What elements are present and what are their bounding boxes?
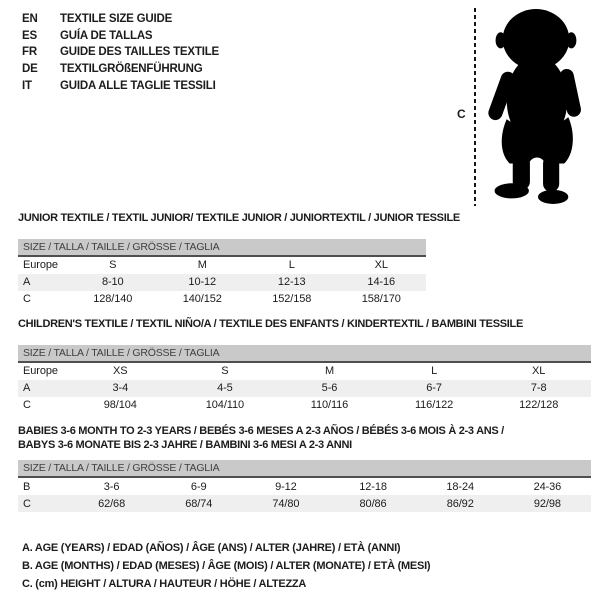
- section-title: CHILDREN'S TEXTILE / TEXTIL NIÑO/A / TEXTILE DES ENFANTS / KINDERTEXTIL / BAMBINI TESSILE: [18, 318, 523, 330]
- height-measure-label: C: [457, 107, 466, 121]
- language-row: [22, 44, 219, 61]
- value-cell: 122/128: [519, 399, 559, 411]
- size-table: [18, 363, 591, 414]
- language-row: [22, 61, 219, 78]
- footnotes: [22, 539, 430, 593]
- language-row: [22, 77, 219, 94]
- value-cell: 5-6: [321, 382, 338, 394]
- value-cell: M: [324, 365, 335, 377]
- value-cell: 158/170: [361, 293, 401, 305]
- height-dashed-line: [474, 8, 476, 206]
- value-cell: 6-9: [190, 480, 207, 493]
- table-row: [18, 495, 591, 512]
- row-label-cell: A: [23, 382, 31, 394]
- row-label-cell: C: [23, 399, 31, 411]
- language-label: TEXTILGRÖßENFÜHRUNG: [60, 63, 203, 76]
- junior-textile-section: [18, 212, 460, 308]
- value-cell: 128/140: [93, 293, 133, 305]
- value-cell: M: [197, 259, 207, 271]
- value-cell: L: [431, 365, 438, 377]
- baby-ear-right: [566, 32, 576, 48]
- value-cell: 116/122: [414, 399, 454, 411]
- value-cell: 8-10: [101, 276, 124, 288]
- size-table: [18, 478, 591, 512]
- value-cell: 80/86: [359, 497, 387, 510]
- table-row: [18, 397, 591, 414]
- value-cell: S: [109, 259, 117, 271]
- language-code: ES: [22, 29, 37, 42]
- language-label: GUIDA ALLE TAGLIE TESSILI: [60, 79, 216, 92]
- size-header-bar: SIZE / TALLA / TAILLE / GRÖSSE / TAGLIA: [18, 345, 591, 363]
- language-code: FR: [22, 46, 37, 59]
- table-row: [18, 478, 591, 495]
- footnote-line: A. AGE (YEARS) / EDAD (AÑOS) / ÂGE (ANS) / ALTER (JAHRE) / ETÀ (ANNI): [22, 542, 401, 554]
- table-row: [18, 363, 591, 380]
- section-title: JUNIOR TEXTILE / TEXTIL JUNIOR/ TEXTILE JUNIOR / JUNIORTEXTIL / JUNIOR TESSILE: [18, 212, 460, 224]
- value-cell: 62/68: [98, 497, 126, 510]
- value-cell: 3-6: [103, 480, 120, 493]
- row-label-cell: B: [23, 480, 31, 493]
- childrens-textile-section: [18, 318, 591, 414]
- footnote-line: B. AGE (MONTHS) / EDAD (MESES) / ÂGE (MOIS) / ALTER (MONATE) / ETÀ (MESI): [22, 560, 431, 572]
- size-header-bar: SIZE / TALLA / TAILLE / GRÖSSE / TAGLIA: [18, 460, 591, 478]
- value-cell: 140/152: [182, 293, 222, 305]
- value-cell: L: [288, 259, 295, 271]
- value-cell: XL: [532, 365, 546, 377]
- baby-foot-left: [495, 183, 529, 198]
- footnote-line: C. (cm) HEIGHT / ALTURA / HAUTEUR / HÖHE / ALTEZZA: [22, 578, 307, 590]
- value-cell: 7-8: [530, 382, 547, 394]
- baby-leg-right: [543, 155, 559, 191]
- language-row: [22, 11, 219, 28]
- value-cell: S: [221, 365, 229, 377]
- value-cell: XL: [374, 259, 388, 271]
- language-label: TEXTILE SIZE GUIDE: [60, 13, 173, 26]
- value-cell: 98/104: [103, 399, 137, 411]
- value-cell: 14-16: [367, 276, 396, 288]
- value-cell: 86/92: [446, 497, 474, 510]
- table-row: [18, 274, 426, 291]
- row-label-cell: C: [23, 497, 31, 510]
- size-table: [18, 257, 426, 308]
- table-row: [18, 291, 426, 308]
- value-cell: 4-5: [217, 382, 233, 394]
- language-row: [22, 28, 219, 45]
- language-label: GUIDE DES TAILLES TEXTILE: [60, 46, 219, 59]
- value-cell: 74/80: [272, 497, 300, 510]
- value-cell: 9-12: [275, 480, 297, 493]
- section-title: BABYS 3-6 MONATE BIS 2-3 JAHRE / BAMBINI 3-6 MESI A 2-3 ANNI: [18, 438, 352, 451]
- value-cell: 12-18: [359, 480, 387, 493]
- language-code: EN: [22, 13, 38, 26]
- value-cell: 68/74: [185, 497, 213, 510]
- value-cell: 18-24: [446, 480, 475, 493]
- value-cell: 92/98: [533, 497, 561, 510]
- value-cell: 6-7: [426, 382, 442, 394]
- value-cell: 10-12: [188, 276, 217, 288]
- value-cell: 3-4: [112, 382, 129, 394]
- size-header-bar: SIZE / TALLA / TAILLE / GRÖSSE / TAGLIA: [18, 239, 426, 257]
- value-cell: 104/110: [205, 399, 245, 411]
- babies-textile-section: [18, 425, 591, 512]
- value-cell: XS: [113, 365, 128, 377]
- table-row: [18, 257, 426, 274]
- value-cell: 110/116: [310, 399, 349, 411]
- baby-ear-left: [496, 32, 506, 48]
- row-label-cell: C: [23, 293, 31, 305]
- row-label-cell: A: [23, 276, 31, 288]
- toddler-silhouette-icon: [481, 6, 595, 208]
- value-cell: 12-13: [277, 276, 306, 288]
- row-label-cell: Europe: [23, 365, 58, 377]
- value-cell: 152/158: [272, 293, 312, 305]
- baby-foot-right: [538, 190, 568, 204]
- language-label: GUÍA DE TALLAS: [60, 29, 153, 42]
- language-list: [22, 11, 219, 94]
- value-cell: 24-36: [533, 480, 562, 493]
- row-label-cell: Europe: [23, 259, 58, 271]
- table-row: [18, 380, 591, 397]
- language-code: DE: [22, 63, 38, 76]
- section-title: BABIES 3-6 MONTH TO 2-3 YEARS / BEBÉS 3-6 MESES A 2-3 AÑOS / BÉBÉS 3-6 MOIS À 2-3 ANS /: [18, 425, 504, 437]
- language-code: IT: [22, 79, 32, 92]
